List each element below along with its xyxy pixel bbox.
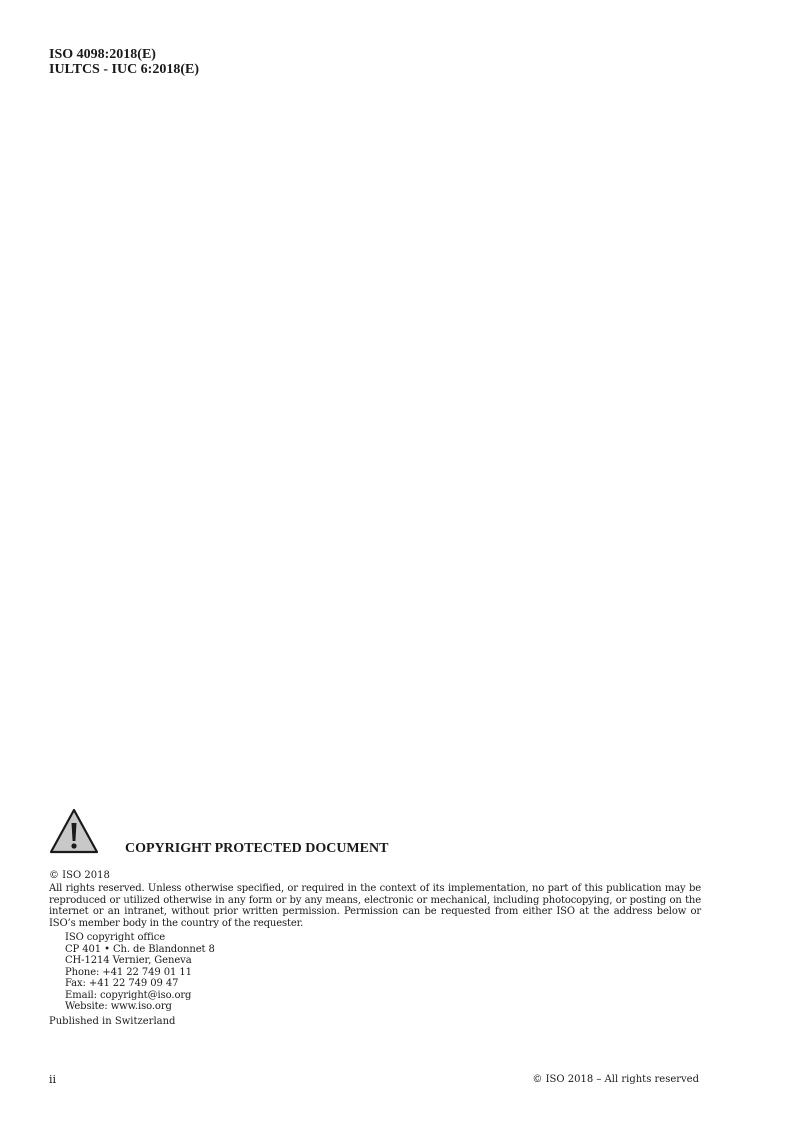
address-line: CH-1214 Vernier, Geneva bbox=[65, 955, 192, 966]
warning-triangle-icon bbox=[49, 808, 99, 854]
rights-paragraph: All rights reserved. Unless otherwise specified, or required in the context of its implementation, no part of this publication may be reproduced or utilized otherwise in any form or by any means, electronic or mechanical, including photocopying, or posting on the internet or an intranet, without prior written permission. Permission can be requested from either ISO at the address below or ISO’s member body in the country of the requester. bbox=[49, 883, 701, 929]
standard-number: ISO 4098:2018(E) bbox=[49, 47, 156, 62]
page-number: ii bbox=[49, 1073, 57, 1086]
address-email: Email: copyright@iso.org bbox=[65, 989, 192, 1001]
document-header bbox=[49, 47, 199, 77]
address-phone: Phone: +41 22 749 01 11 bbox=[65, 966, 192, 978]
address-line: CP 401 • Ch. de Blandonnet 8 bbox=[65, 943, 215, 955]
footer-copyright: © ISO 2018 – All rights reserved bbox=[532, 1074, 699, 1085]
iso-address bbox=[49, 932, 701, 1013]
copyright-block bbox=[49, 808, 701, 1028]
address-fax: Fax: +41 22 749 09 47 bbox=[65, 978, 179, 989]
warning-row bbox=[49, 808, 701, 854]
address-website: Website: www.iso.org bbox=[65, 1001, 172, 1012]
iultcs-number: IULTCS - IUC 6:2018(E) bbox=[49, 62, 200, 77]
address-line: ISO copyright office bbox=[65, 932, 166, 943]
copyright-title: COPYRIGHT PROTECTED DOCUMENT bbox=[125, 841, 389, 856]
copyright-notice: © ISO 2018 bbox=[49, 870, 110, 881]
published-in: Published in Switzerland bbox=[49, 1015, 176, 1027]
